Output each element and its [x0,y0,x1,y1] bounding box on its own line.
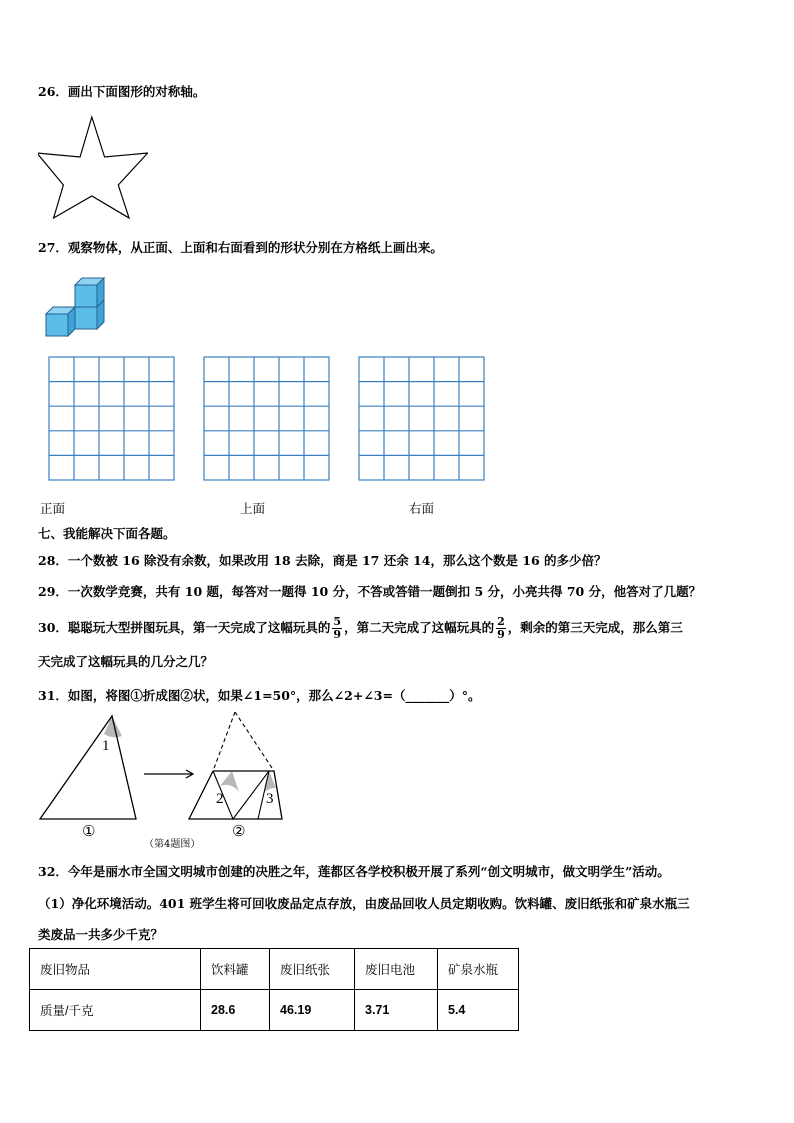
section-7-heading: 七、我能解决下面各题。 [38,526,176,541]
angle3-label: 3 [266,791,274,807]
table-header-cell: 废旧物品 [30,949,201,990]
angle2-label: 2 [216,791,224,807]
label-front: 正面 [40,501,66,516]
table-cell: 46.19 [270,990,355,1031]
question-32-sub1-line2: 类废品一共多少千克？ [38,927,164,942]
table-cell: 5.4 [438,990,519,1031]
question-26: 26．画出下面图形的对称轴。 [38,84,206,99]
table-row-label: 质量/千克 [30,990,201,1031]
question-31: 31．如图，将图①折成图②状，如果∠1=50°，那么∠2+∠3=（_______）°。 [38,688,481,703]
question-32: 32．今年是丽水市全国文明城市创建的决胜之年，莲都区各学校积极开展了系列“创文明城市，做文明学生”活动。 [38,864,670,879]
waste-table [29,948,519,1031]
circle-label-2: ② [232,822,246,840]
label-top: 上面 [240,501,266,516]
fraction-2-9: $\frac{2}{9}$ [497,615,505,641]
angle1-label: 1 [102,738,110,754]
table-header-cell: 废旧纸张 [270,949,355,990]
grid-front-view[interactable] [48,356,176,482]
question-32-sub1: （1）净化环境活动。401 班学生将可回收废品定点存放，由废品回收人员定期收购。饮料罐、废旧纸张和矿泉水瓶三 [38,896,690,911]
figure-caption: （第4题图） [144,839,201,850]
table-cell: 3.71 [355,990,438,1031]
angle2-shade [220,771,239,792]
folded-triangle-figure [36,712,306,852]
question-29: 29．一次数学竞赛，共有 10 题，每答对一题得 10 分，不答或答错一题倒扣 5 分，小亮共得 70 分，他答对了几题？ [38,584,702,599]
stacked-cubes-figure [44,276,106,340]
circle-label-1: ① [82,822,96,840]
table-header-cell: 矿泉水瓶 [438,949,519,990]
question-28: 28．一个数被 16 除没有余数，如果改用 18 去除，商是 17 还余 14，那么这个数是 16 的多少倍？ [38,553,607,568]
q30-part2: ，第二天完成了这幅玩具的 [344,620,495,635]
table-cell: 28.6 [201,990,270,1031]
grid-right-view[interactable] [358,356,486,482]
label-right: 右面 [409,501,435,516]
triangle-1 [40,716,136,819]
table-header-row [30,949,519,990]
q30-part1: 30．聪聪玩大型拼图玩具，第一天完成了这幅玩具的 [38,620,331,635]
question-30-line2: 天完成了这幅玩具的几分之几？ [38,654,214,669]
grid-top-view[interactable] [203,356,331,482]
fraction-5-9: $\frac{5}{9}$ [333,615,342,641]
six-point-star-figure [38,114,148,224]
table-header-cell: 废旧电池 [355,949,438,990]
question-27: 27．观察物体，从正面、上面和右面看到的形状分别在方格纸上画出来。 [38,240,443,255]
table-row [30,990,519,1031]
q30-part3: ，剩余的第三天完成，那么第三 [507,620,683,635]
table-header-cell: 饮料罐 [201,949,270,990]
question-30 [38,614,683,642]
